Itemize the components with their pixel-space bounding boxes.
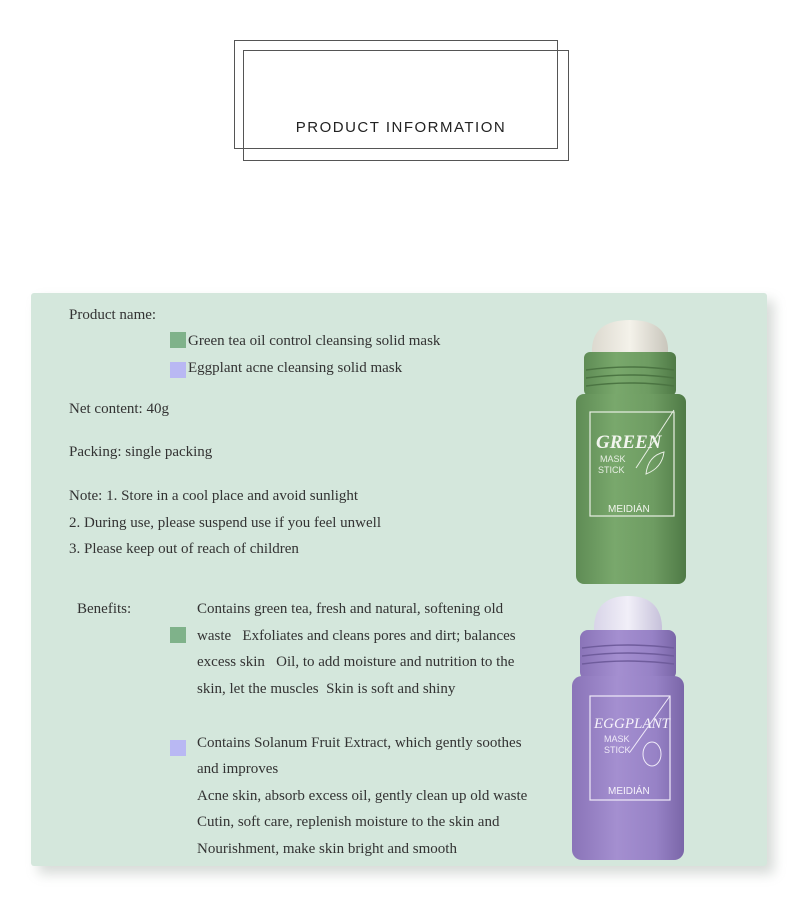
purple-color-swatch (170, 362, 186, 378)
green-color-swatch (170, 332, 186, 348)
green-stick-brand: MEIDIÁN (608, 504, 650, 515)
benefit-green-line: waste Exfoliates and cleans pores and dirt; balances (197, 628, 516, 644)
note-3: 3. Please keep out of reach of children (69, 541, 299, 557)
eggplant-stick-sub1: MASK (604, 734, 630, 744)
green-stick-name: GREEN (596, 432, 662, 453)
benefit-eggplant-line: Acne skin, absorb excess oil, gently clean up old waste (197, 788, 528, 804)
eggplant-stick-name: EGGPLANT (594, 716, 670, 732)
note-1: Note: 1. Store in a cool place and avoid sunlight (69, 488, 359, 504)
product-name-label: Product name: (69, 307, 157, 323)
green-stick-sub1: MASK (600, 454, 626, 464)
green-mask-stick-image (572, 318, 690, 590)
benefits-label: Benefits: (77, 601, 132, 617)
note-2: 2. During use, please suspend use if you feel unwell (69, 515, 382, 531)
benefit-green-line: skin, let the muscles Skin is soft and shiny (197, 681, 456, 697)
product-name-eggplant: Eggplant acne cleansing solid mask (188, 360, 403, 376)
eggplant-stick-body (572, 676, 684, 860)
header-frame-inner (243, 50, 569, 161)
benefit-eggplant-line: Nourishment, make skin bright and smooth (197, 841, 457, 857)
green-benefit-swatch (170, 627, 186, 643)
benefit-green-line: excess skin Oil, to add moisture and nutrition to the (197, 654, 515, 670)
benefit-green-line: Contains green tea, fresh and natural, softening old (197, 601, 504, 617)
green-stick-sub2: STICK (598, 465, 625, 475)
benefit-eggplant-line: Cutin, soft care, replenish moisture to the skin and (197, 814, 500, 830)
packing: Packing: single packing (69, 444, 213, 460)
net-content: Net content: 40g (69, 401, 169, 417)
benefit-eggplant-line: and improves (197, 761, 279, 777)
green-stick-body (576, 394, 686, 584)
product-name-green: Green tea oil control cleansing solid mask (188, 333, 441, 349)
green-stick-collar (584, 352, 676, 396)
page-title: PRODUCT INFORMATION (295, 119, 507, 136)
eggplant-mask-stick-image (564, 592, 690, 864)
benefit-eggplant-line: Contains Solanum Fruit Extract, which gently soothes (197, 735, 522, 751)
purple-benefit-swatch (170, 740, 186, 756)
eggplant-stick-sub2: STICK (604, 745, 631, 755)
eggplant-stick-brand: MEIDIÁN (608, 786, 650, 797)
